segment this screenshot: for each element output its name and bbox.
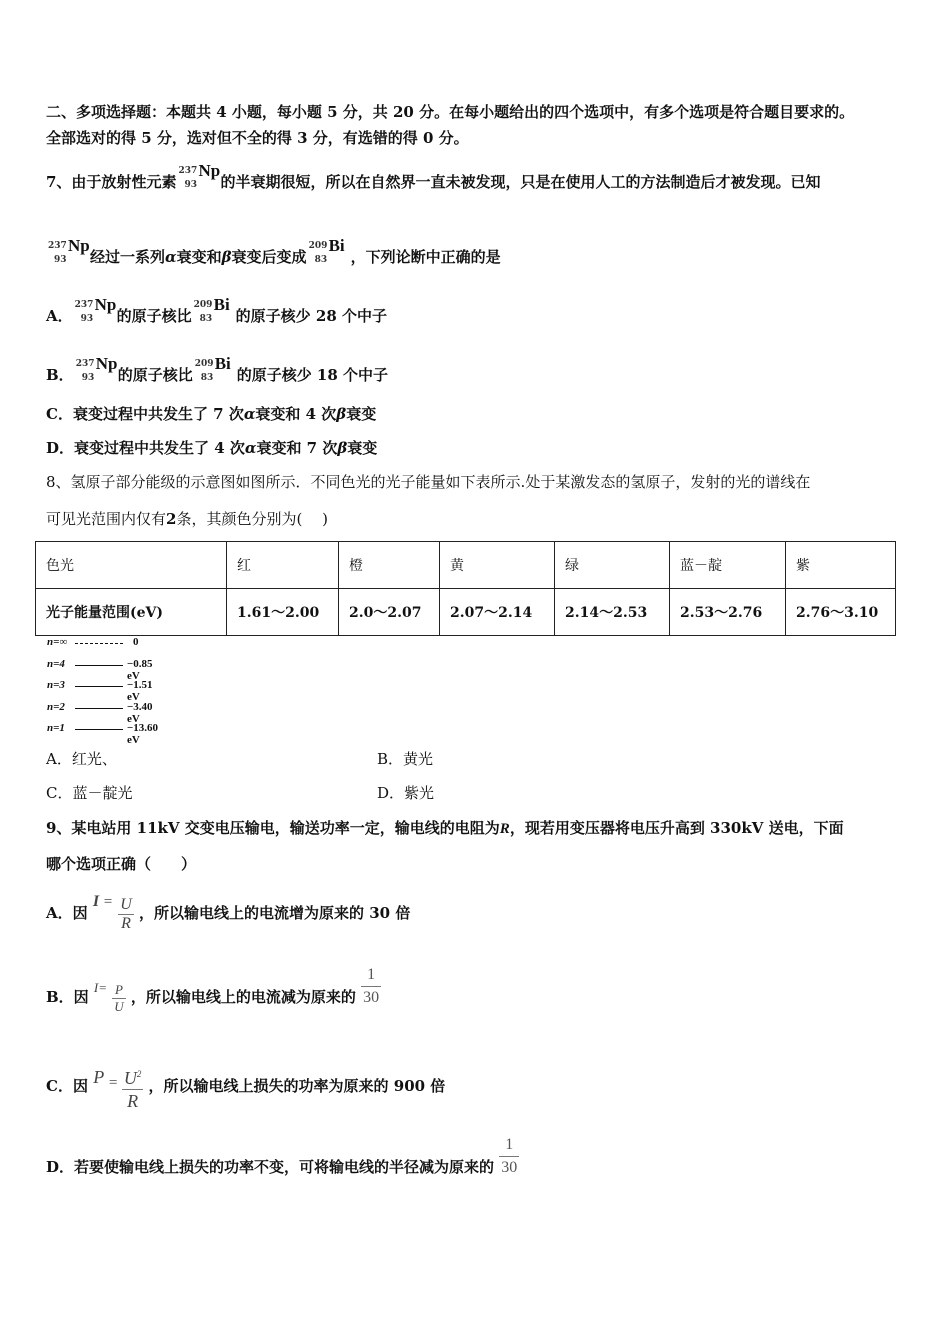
table-cell: 橙 — [339, 542, 440, 589]
table-cell: 2.53～2.76 — [670, 589, 786, 636]
equation-fraction: $\frac{P}{U}$ — [114, 981, 124, 1014]
q7-intro — [46, 163, 820, 192]
table-cell: 黄 — [440, 542, 555, 589]
np-isotope: 237 93 Np — [48, 236, 90, 265]
q8-intro: 8、氢原子部分能级的示意图如图所示．不同色光的光子能量如下表所示.处于某激发态的氢原子，发射的光的谱线在 — [46, 473, 811, 491]
q9-intro: 9、某电站用 11kV 交变电压输电，输送功率一定，输电线的电阻为R，现若用变压器将电压升高到 330kV 送电，下面 — [46, 819, 844, 837]
q7-intro-text: 7、由于放射性元素 — [46, 173, 177, 191]
table-cell: 蓝－靛 — [670, 542, 786, 589]
beta-symbol: β — [221, 248, 232, 266]
table-cell: 紫 — [786, 542, 896, 589]
q7-option-b[interactable]: B． 237 93 Np 的原子核比 209 83 Bi 的原子核少 18 个中子 — [46, 354, 389, 384]
table-cell: 2.07～2.14 — [440, 589, 555, 636]
np-isotope: 237 93 Np — [178, 161, 221, 190]
q7-intro-text-2: 的半衰期很短，所以在自然界一直未被发现，只是在使用人工的方法制造后才被发现。已知 — [220, 173, 821, 191]
table-cell: 色光 — [36, 542, 227, 589]
np-isotope: 237 93 Np — [75, 354, 118, 383]
bi-isotope: 209 83 Bi — [308, 236, 345, 265]
table-cell: 光子能量范围(eV) — [36, 589, 227, 636]
fraction-one-thirtieth: $\frac{1}{30}$ — [361, 964, 381, 1009]
q7-option-d[interactable]: D．衰变过程中共发生了 4 次α衰变和 7 次β衰变 — [46, 439, 378, 457]
q9-option-a[interactable]: A．因 I = $\frac{U}{R}$ ，所以输电线上的电流增为原来的 30 倍 — [46, 893, 411, 932]
bi-isotope: 209 83 Bi — [194, 354, 231, 383]
fraction-one-thirtieth: $\frac{1}{30}$ — [499, 1134, 519, 1179]
q8-line2: 可见光范围内仅有2条，其颜色分别为( ) — [46, 510, 328, 528]
table-cell: 红 — [227, 542, 339, 589]
table-cell: 2.76～3.10 — [786, 589, 896, 636]
q8-option-a[interactable]: A．红光、 — [46, 750, 117, 768]
alpha-symbol: α — [165, 248, 177, 266]
q7-option-c[interactable]: C．衰变过程中共发生了 7 次α衰变和 4 次β衰变 — [46, 405, 377, 423]
q7-option-a[interactable]: A． 237 93 Np 的原子核比 209 83 Bi 的原子核少 28 个中子 — [46, 295, 387, 325]
table-cell: 2.14～2.53 — [555, 589, 670, 636]
q9-line2: 哪个选项正确（ ） — [46, 855, 197, 873]
section-header-line1: 二、多项选择题：本题共 4 小题，每小题 5 分，共 20 分。在每小题给出的四个选项中，有多个选项是符合题目要求的。 — [46, 103, 855, 121]
table-cell: 绿 — [555, 542, 670, 589]
q7-line2: 237 93 Np 经过一系列α衰变和β衰变后变成 209 83 Bi ，下列论断中正确的是 — [48, 236, 501, 266]
equation-fraction: $\frac{U}{R}$ — [120, 895, 132, 932]
bi-isotope: 209 83 Bi — [193, 295, 230, 324]
np-isotope: 237 93 Np — [74, 295, 117, 324]
q8-option-d[interactable]: D．紫光 — [377, 784, 435, 802]
table-row — [36, 589, 896, 636]
table-cell: 1.61～2.00 — [227, 589, 339, 636]
equation-fraction: $\frac{U^2}{R}$ — [123, 1067, 142, 1111]
q9-option-d[interactable]: D．若要使输电线上损失的功率不变，可将输电线的半径减为原来的 $\frac{1}{30}$ — [46, 1140, 519, 1194]
color-energy-table — [35, 541, 896, 636]
q9-option-b[interactable]: B．因 I= $\frac{P}{U}$ ，所以输电线上的电流减为原来的 $\frac{1}{30}$ — [46, 965, 380, 1014]
table-cell: 2.0～2.07 — [339, 589, 440, 636]
q8-option-b[interactable]: B．黄光 — [377, 750, 434, 768]
q9-option-c[interactable]: C．因 P = $\frac{U^2}{R}$ ，所以输电线上损失的功率为原来的 900 倍 — [46, 1058, 445, 1112]
table-header-row — [36, 542, 896, 589]
q8-option-c[interactable]: C．蓝－靛光 — [46, 784, 133, 802]
section-header-line2: 全部选对的得 5 分，选对但不全的得 3 分，有选错的得 0 分。 — [46, 129, 469, 147]
